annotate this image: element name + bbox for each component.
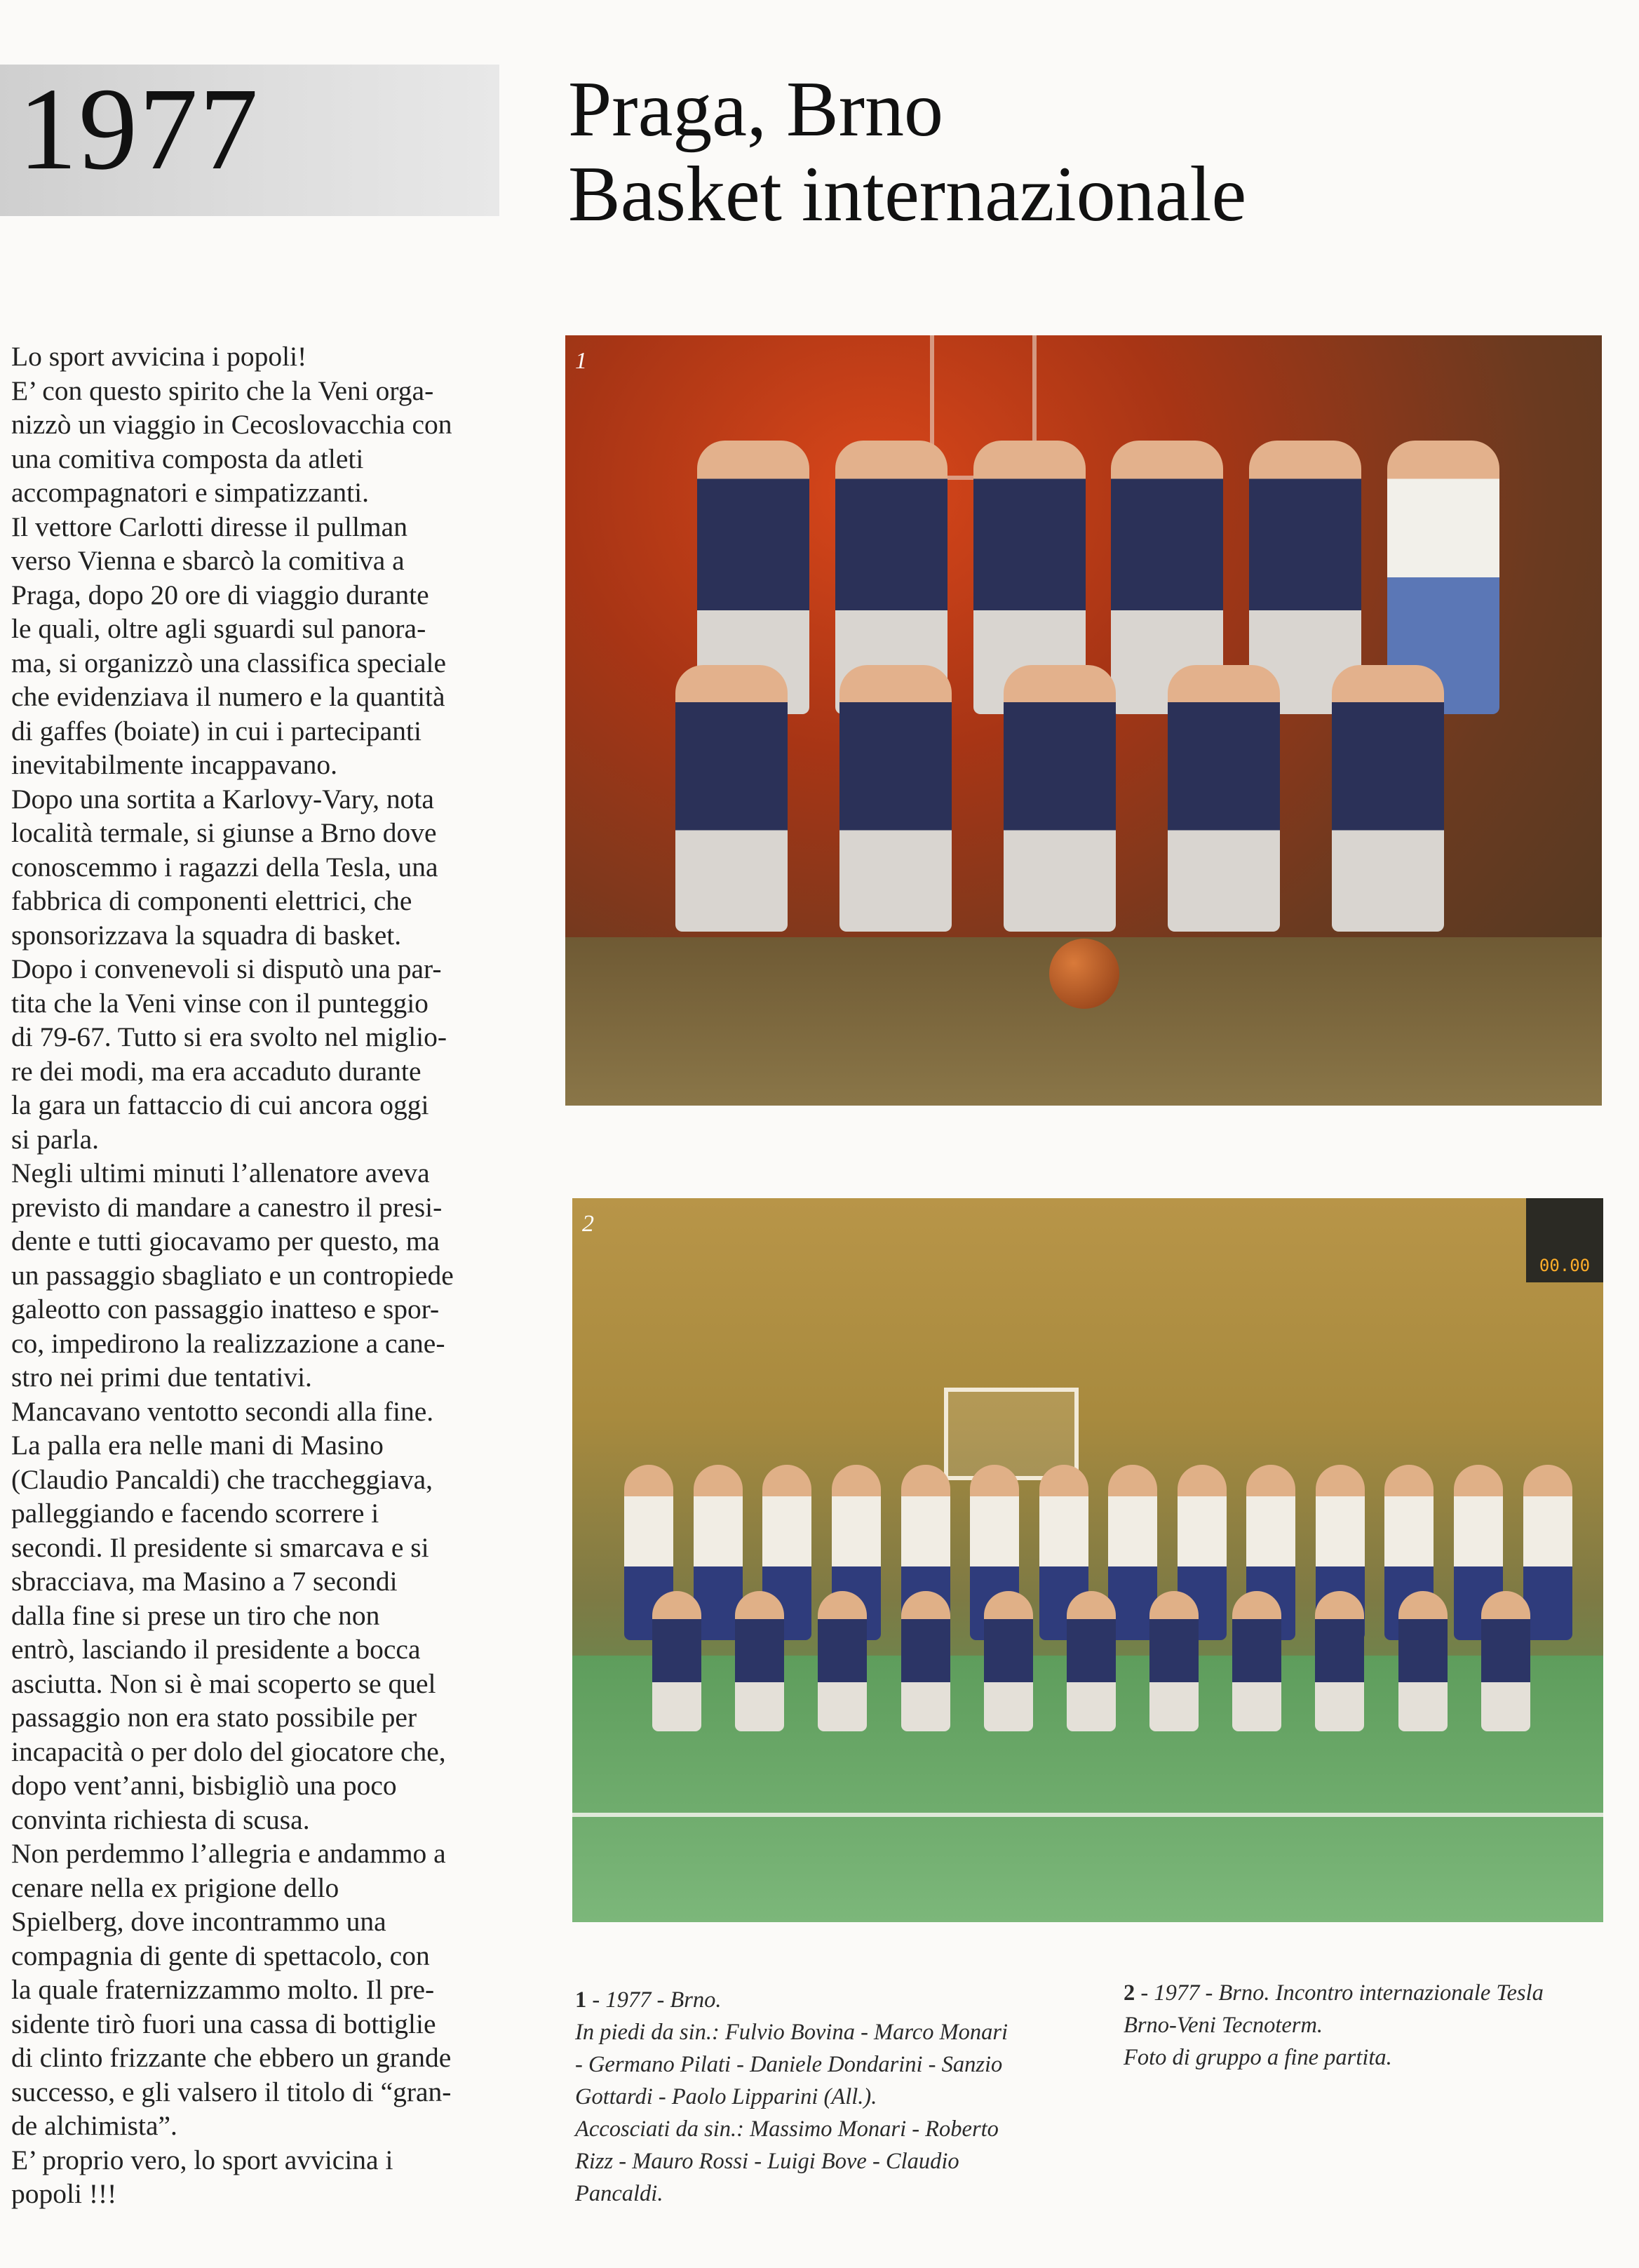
player-figure (1481, 1591, 1530, 1731)
body-line: si parla. (11, 1123, 100, 1155)
page-title (568, 67, 1246, 237)
caption-photo-2 (1124, 1977, 1614, 2074)
kneeling-row (635, 1591, 1547, 1731)
kneeling-row (649, 665, 1470, 932)
body-line: sbracciava, ma Masino a 7 secondi (11, 1566, 398, 1597)
caption-line: In piedi da sin.: Fulvio Bovina - Marco Monari (575, 2020, 1009, 2045)
body-line: conoscemmo i ragazzi della Tesla, una (11, 851, 438, 883)
body-line: palleggiando e facendo scorrere i (11, 1498, 379, 1529)
caption-line: Accosciati da sin.: Massimo Monari - Roberto (575, 2116, 999, 2142)
body-line: Mancavano ventotto secondi alla fine. (11, 1395, 434, 1427)
article-body (11, 340, 516, 2211)
body-line: compagnia di gente di spettacolo, con (11, 1940, 430, 1971)
player-figure (1232, 1591, 1281, 1731)
caption-text: - 1977 - Brno. Incontro internazionale Tesla (1135, 1980, 1544, 2006)
title-line-1: Praga, Brno (568, 66, 944, 153)
body-line: Lo sport avvicina i popoli! (11, 341, 307, 372)
body-line: verso Vienna e sbarcò la comitiva a (11, 545, 405, 576)
body-line: dente e tutti giocavamo per questo, ma (11, 1226, 440, 1256)
player-figure (735, 1591, 784, 1731)
team-photo-1 (565, 335, 1602, 1106)
body-line: cenare nella ex prigione dello (11, 1872, 339, 1903)
body-line: stro nei primi due tentativi. (11, 1362, 312, 1393)
body-line: di 79-67. Tutto si era svolto nel miglio- (11, 1021, 447, 1052)
body-line: un passaggio sbagliato e un contropiede (11, 1259, 454, 1291)
photo-number: 2 (582, 1211, 594, 1237)
body-line: una comitiva composta da atleti (11, 443, 364, 474)
body-line: La palla era nelle mani di Masino (11, 1430, 384, 1461)
body-line: asciutta. Non si è mai scoperto se quel (11, 1668, 436, 1699)
body-line: Dopo una sortita a Karlovy-Vary, nota (11, 783, 434, 814)
body-line: sponsorizzava la squadra di basket. (11, 919, 402, 951)
page-year: 1977 (18, 64, 259, 194)
body-line: (Claudio Pancaldi) che traccheggiava, (11, 1463, 433, 1495)
caption-line: Gottardi - Paolo Lipparini (All.). (575, 2084, 877, 2109)
body-line: de alchimista”. (11, 2110, 177, 2141)
body-line: popoli !!! (11, 2178, 117, 2209)
player-figure (675, 665, 788, 932)
body-line: la quale fraternizzammo molto. Il pre- (11, 1974, 435, 2005)
body-line: di clinto frizzante che ebbero un grande (11, 2042, 452, 2073)
caption-line: Pancaldi. (575, 2181, 663, 2206)
body-line: Non perdemmo l’allegria e andammo a (11, 1838, 446, 1869)
body-line: Dopo i convenevoli si disputò una par- (11, 953, 442, 984)
body-line: Spielberg, dove incontrammo una (11, 1906, 386, 1937)
body-line: sidente tirò fuori una cassa di bottiglie (11, 2008, 436, 2039)
body-line: Il vettore Carlotti diresse il pullman (11, 511, 407, 542)
body-line: E’ con questo spirito che la Veni orga- (11, 375, 434, 406)
player-figure (652, 1591, 701, 1731)
body-line: tita che la Veni vinse con il punteggio (11, 987, 429, 1019)
caption-number: 2 (1124, 1980, 1135, 2006)
body-line: entrò, lasciando il presidente a bocca (11, 1634, 421, 1665)
caption-line (575, 1984, 1066, 2016)
player-figure (901, 1591, 950, 1731)
body-line: re dei modi, ma era accaduto durante (11, 1055, 421, 1087)
body-line: le quali, oltre agli sguardi sul panora- (11, 613, 426, 644)
caption-line: Foto di gruppo a fine partita. (1124, 2045, 1392, 2070)
player-figure (1168, 665, 1280, 932)
photo-number: 1 (575, 348, 587, 374)
caption-line: Brno-Veni Tecnoterm. (1124, 2013, 1323, 2038)
body-line: previsto di mandare a canestro il presi- (11, 1191, 443, 1223)
caption-text: - 1977 - Brno. (586, 1987, 722, 2013)
body-line: dopo vent’anni, bisbigliò una poco (11, 1770, 397, 1801)
caption-line: Rizz - Mauro Rossi - Luigi Bove - Claudio (575, 2149, 959, 2174)
body-line: la gara un fattaccio di cui ancora oggi (11, 1089, 429, 1120)
scoreboard: 00.00 (1526, 1198, 1603, 1282)
basketball (1049, 939, 1119, 1009)
caption-photo-1 (575, 1984, 1066, 2210)
body-line: convinta richiesta di scusa. (11, 1804, 310, 1835)
body-line: co, impedirono la realizzazione a cane- (11, 1327, 445, 1359)
title-line-2: Basket internazionale (568, 150, 1247, 238)
body-line: galeotto con passaggio inatteso e spor- (11, 1294, 440, 1324)
body-line: che evidenziava il numero e la quantità (11, 681, 445, 712)
caption-number: 1 (575, 1987, 587, 2013)
caption-line (1124, 1977, 1614, 2009)
body-line: successo, e gli valsero il titolo di “gran- (11, 2076, 452, 2107)
body-line: dalla fine si prese un tiro che non (11, 1599, 380, 1631)
player-figure (818, 1591, 867, 1731)
player-figure (1067, 1591, 1116, 1731)
player-figure (1332, 665, 1444, 932)
player-figure (984, 1591, 1033, 1731)
player-figure (1149, 1591, 1199, 1731)
player-figure (1004, 665, 1116, 932)
player-figure (1398, 1591, 1448, 1731)
body-line: Praga, dopo 20 ore di viaggio durante (11, 579, 429, 610)
body-line: fabbrica di componenti elettrici, che (11, 885, 412, 916)
body-line: incapacità o per dolo del giocatore che, (11, 1736, 446, 1767)
body-line: nizzò un viaggio in Cecoslovacchia con (11, 409, 452, 440)
body-line: ma, si organizzò una classifica speciale (11, 647, 447, 678)
body-line: Negli ultimi minuti l’allenatore aveva (11, 1158, 430, 1188)
body-line: località termale, si giunse a Brno dove (11, 817, 437, 848)
court-line (572, 1813, 1603, 1817)
body-line: passaggio non era stato possibile per (11, 1702, 417, 1733)
body-line: accompagnatori e simpatizzanti. (11, 477, 369, 508)
body-line: inevitabilmente incappavano. (11, 749, 338, 780)
body-line: di gaffes (boiate) in cui i partecipanti (11, 715, 421, 746)
player-figure (1315, 1591, 1364, 1731)
caption-line: - Germano Pilati - Daniele Dondarini - Sanzio (575, 2052, 1003, 2077)
group-photo-2 (572, 1198, 1603, 1922)
body-line: E’ proprio vero, lo sport avvicina i (11, 2144, 393, 2175)
body-line: secondi. Il presidente si smarcava e si (11, 1531, 429, 1563)
player-figure (839, 665, 952, 932)
